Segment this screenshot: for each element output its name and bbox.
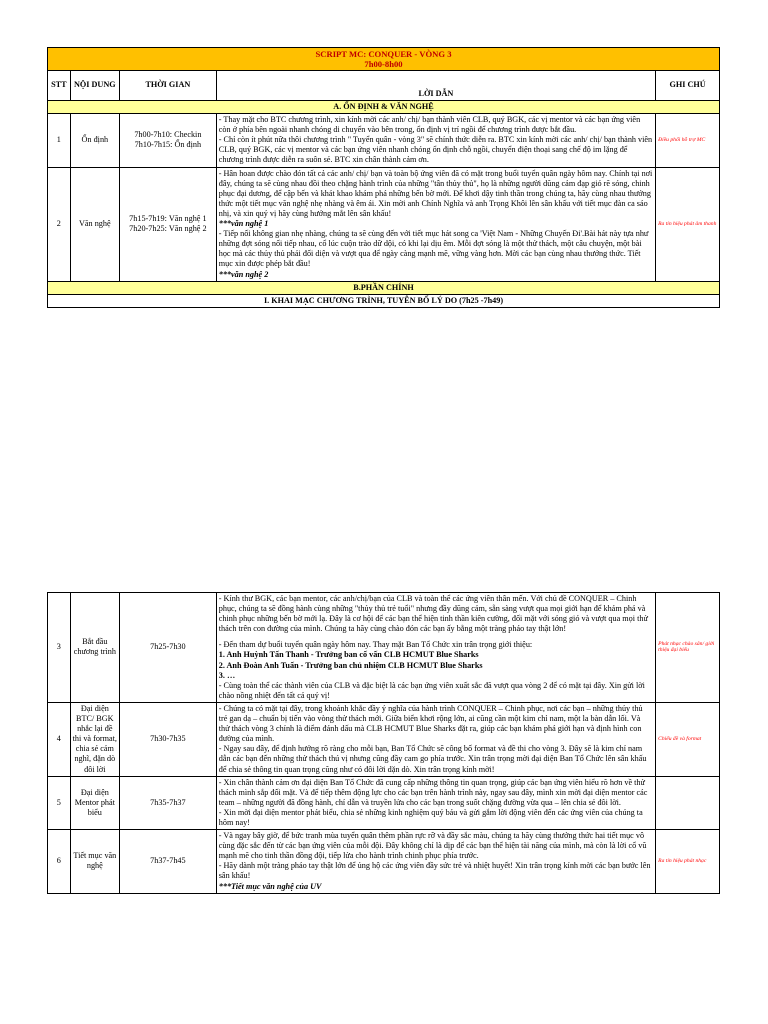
row-stt: 6 — [48, 830, 71, 894]
guest-item: 1. Anh Huỳnh Tấn Thanh - Trưởng ban cố vấn CLB HCMUT Blue Sharks — [218, 650, 479, 660]
guest-item: 2. Anh Đoàn Anh Tuấn - Trưởng ban chủ nhiệm CLB HCMUT Blue Sharks — [218, 660, 483, 670]
table-row — [48, 830, 720, 894]
loi-dan-paragraph: - Và ngay bây giờ, để bức tranh mùa tuyển quân thêm phần rực rỡ và đầy sắc màu, chúng ta hãy cùng thưởng thức hai tiết mục vô cùng đặc sắc đến từ các bạn ứng viên của mỗi đội. Đây không chỉ là dịp để các bạn thể hiện tài năng của mình, mà còn là lời cổ vũ mạnh mẽ cho tinh thần đồng đội, tiếp lửa cho hành trình chinh phục phía trước. — [218, 831, 647, 861]
script-table-page2 — [47, 592, 720, 894]
loi-dan-paragraph: - Cùng toàn thể các thành viên của CLB và đặc biệt là các bạn ứng viên xuất sắc đã vượt qua vòng 2 để có mặt tại đây. Xin gửi lời chào nồng nhiệt đến tất cả quý vị! — [218, 680, 645, 700]
row-noi-dung: Tiết mục văn nghệ — [70, 830, 119, 894]
row-loi-dan — [216, 702, 655, 776]
row-ghi-chu: Ra tín hiệu phát nhạc — [656, 830, 720, 894]
script-time: 7h00-8h00 — [364, 59, 403, 69]
row-noi-dung: Văn nghệ — [70, 167, 119, 281]
table-row — [48, 776, 720, 829]
row-thoi-gian: 7h37-7h45 — [120, 830, 217, 894]
row-thoi-gian: 7h25-7h30 — [120, 593, 217, 703]
row-ghi-chu: Chiếu đề và format — [656, 702, 720, 776]
loi-dan-cue: ***văn nghệ 1 — [218, 219, 269, 229]
row-noi-dung: Đại diện BTC/ BGK nhắc lại đề thi và format, chia sẻ cảm nghĩ, đặn dò đôi lời — [70, 702, 119, 776]
time-line: 7h20-7h25: Văn nghệ 2 — [129, 224, 207, 234]
row-ghi-chu: Ra tín hiệu phát âm thanh — [656, 167, 720, 281]
loi-dan-paragraph: - Đến tham dự buổi tuyển quân ngày hôm nay. Thay mặt Ban Tổ Chức xin trân trọng giới thiệu: — [218, 640, 533, 650]
row-stt: 5 — [48, 776, 71, 829]
row-stt: 4 — [48, 702, 71, 776]
loi-dan-paragraph: - Xin chân thành cảm ơn đại diện Ban Tổ Chức đã cung cấp những thông tin quan trọng, giúp các bạn ứng viên hiểu rõ hơn về thử thách mình sắp đối mặt. Và để tiếp thêm động lực cho các bạn trên hành trình này, ngay sau đây, mình xin mời đại diện mentor các team – những người đã đồng hành, chỉ dẫn và truyền lửa cho các bạn trong suốt chặng đường vừa qua – lên chia sẻ đôi lời. — [218, 777, 648, 807]
time-line: 7h10-7h15: Ổn định — [134, 140, 202, 150]
loi-dan-paragraph: - Hân hoan được chào đón tất cả các anh/ chị/ bạn và toàn bộ ứng viên đã có mặt trong buổi tuyển quân ngày hôm nay. Chính tại nơi đây, chúng ta sẽ cùng nhau đồi theo chặng hành trình của những "tân thủy thủ", họ là những người dũng cảm đạp gió rẽ sóng, chinh phục đại dương, để cập bến và khát khao khám phá những bến bờ mới. Để khơi dậy tinh thần trong chúng ta, hãy cùng nhau thưởng thức một tiết mục văn nghệ nhẹ nhàng và êm ái. Xin mời anh Chính Nghĩa và anh Trọng Khôi lên sân khấu với tiết mục đàn ca sáo nhị, và xin quý vị hãy cùng hướng mắt lên sân khấu! — [218, 168, 653, 218]
row-loi-dan — [216, 114, 655, 167]
row-stt: 1 — [48, 114, 71, 167]
row-loi-dan — [216, 830, 655, 894]
row-thoi-gian: 7h30-7h35 — [120, 702, 217, 776]
loi-dan-paragraph: - Ngay sau đây, để định hướng rõ ràng cho mỗi bạn, Ban Tổ Chức sẽ công bố format và đề thi cho vòng 3. Đây sẽ là kim chỉ nam dẫn các bạn đến những thử thách thú vị nhưng cũng đầy cam go phía trước. Xin trân trọng mời đại diện Ban Tổ Chức lên sân khấu để chia sẻ thông tin quan trọng cũng như có đôi lời dặn dò. Xin trân trọng kính mời! — [218, 744, 647, 774]
section-b-title: B.PHẦN CHÍNH — [48, 281, 720, 294]
section-a-title: A. ỔN ĐỊNH & VĂN NGHỆ — [48, 101, 720, 114]
loi-dan-paragraph: - Xin mời đại diện mentor phát biểu, chia sẻ những kinh nghiệm quý báu và gửi gắm lời động viên đến các ứng viên của chúng ta hôm nay! — [218, 807, 643, 827]
loi-dan-paragraph: - Chúng ta có mặt tại đây, trong khoảnh khắc đầy ý nghĩa của hành trình CONQUER – Chinh phục, nơi các bạn – những thủy thủ trẻ gan dạ – chuẩn bị tiến vào vòng thử thách mới. Giữa biển khơi rộng lớn, ai cũng cần một kim chỉ nam, một la bàn dẫn lối. Và thử thách vòng 3 chính là điểm đánh dấu mà CLB HCMUT Blue Sharks đặt ra, giúp các bạn khám phá giới hạn và định hình con đường của mình. — [218, 703, 643, 744]
loi-dan-cue: ***Tiết mục văn nghệ của UV — [218, 881, 322, 891]
loi-dan-paragraph: - Hãy dành một tràng pháo tay thật lớn để ủng hộ các ứng viên đầy sức trẻ và nhiệt huyết! Xin trân trọng kính mời các bạn bước lên sân khấu! — [218, 861, 651, 881]
row-thoi-gian: 7h35-7h37 — [120, 776, 217, 829]
loi-dan-paragraph: - Thay mặt cho BTC chương trình, xin kính mời các anh/ chị/ bạn thành viên CLB, quý BGK, các vị mentor và các bạn ứng viên còn ở phía bên ngoài nhanh chóng di chuyển vào bên trong, ổn định vị trí ngồi để chương trình được bắt đầu. — [218, 115, 641, 135]
loi-dan-cue: ***văn nghệ 2 — [218, 269, 269, 279]
header-ghi-chu: GHI CHÚ — [656, 71, 720, 101]
loi-dan-paragraph: - Chỉ còn ít phút nữa thôi chương trình " Tuyển quân - vòng 3" sẽ chính thức diễn ra. BTC xin kính mời các anh/ chị/ bạn thành viên CLB, quý BGK, các vị mentor và các bạn ứng viên nhanh chóng ổn định chỗ ngồi, chuyển điện thoại sang chế độ im lặng để chương trình được diễn ra suôn sẻ. BTC xin chân thành cảm ơn. — [218, 135, 653, 165]
table-row — [48, 167, 720, 281]
section-a-row — [48, 101, 720, 114]
loi-dan-paragraph: - Tiếp nối không gian nhẹ nhàng, chúng ta sẽ cùng đến với tiết mục hát song ca 'Việt Nam - Những Chuyến Đi'.Bài hát này tựa như những đợt sóng nối tiếp nhau, cổ lúc cuộn trào dữ dội, có khi lại dịu êm. Mỗi đợt sóng là một thử thách, một câu chuyện, một bài học mà các thủy thủ phải đối diện và vượt qua để ngày càng mạnh mẽ, vững vàng hơn. Mời các bạn cùng nhau thưởng thức. Tiết mục xin được phép bắt đầu! — [218, 229, 649, 269]
time-line: 7h00-7h10: Checkin — [134, 130, 202, 140]
row-noi-dung: Bắt đầu chương trình — [70, 593, 119, 703]
row-noi-dung: Đại diện Mentor phát biểu — [70, 776, 119, 829]
header-thoi-gian: THỜI GIAN — [120, 71, 217, 101]
header-noi-dung: NỘI DUNG — [70, 71, 119, 101]
script-title: SCRIPT MC: CONQUER - VÒNG 3 — [315, 49, 452, 59]
table-row — [48, 593, 720, 703]
script-title-row — [48, 48, 720, 71]
row-ghi-chu: Điều phối hỗ trợ MC — [656, 114, 720, 167]
row-thoi-gian — [120, 167, 217, 281]
row-loi-dan — [216, 776, 655, 829]
time-line: 7h15-7h19: Văn nghệ 1 — [129, 213, 207, 223]
row-loi-dan — [216, 167, 655, 281]
section-b-row — [48, 281, 720, 294]
header-loi-dan: LỜI DẪN — [216, 71, 655, 101]
row-loi-dan — [216, 593, 655, 703]
loi-dan-paragraph: - Kính thư BGK, các bạn mentor, các anh/chị/bạn của CLB và toàn thể các ứng viên thân mến. Với chủ đề CONQUER – Chinh phục, chúng ta sẽ đồng hành cùng những "thủy thủ trẻ tuổi" nhưng đầy dũng cảm, sẵn sàng vượt qua mọi giới hạn để khám phá và chinh phục những bến bờ mới lạ. Đây là cơ hội để các bạn thể hiện tinh thần kiên cường, đối mặt với sóng gió và vượt qua mọi thử thách trên con đường của mình. Chúng ta hãy cùng chào đón các bạn ấy bằng một tràng pháo tay thật lớn! — [218, 594, 648, 634]
row-noi-dung: Ổn định — [70, 114, 119, 167]
row-thoi-gian — [120, 114, 217, 167]
table-row — [48, 114, 720, 167]
header-stt: STT — [48, 71, 71, 101]
section-b1-title: I. KHAI MẠC CHƯƠNG TRÌNH, TUYÊN BỐ LÝ DO (7h25 -7h49) — [48, 294, 720, 307]
row-stt: 2 — [48, 167, 71, 281]
table-header-row — [48, 71, 720, 101]
row-stt: 3 — [48, 593, 71, 703]
section-b1-row — [48, 294, 720, 307]
row-ghi-chu: Phát nhạc chào sân/ giới thiệu đại biểu — [656, 593, 720, 703]
script-table-page1 — [47, 47, 720, 308]
guest-item: 3. … — [218, 670, 236, 680]
row-ghi-chu — [656, 776, 720, 829]
table-row — [48, 702, 720, 776]
